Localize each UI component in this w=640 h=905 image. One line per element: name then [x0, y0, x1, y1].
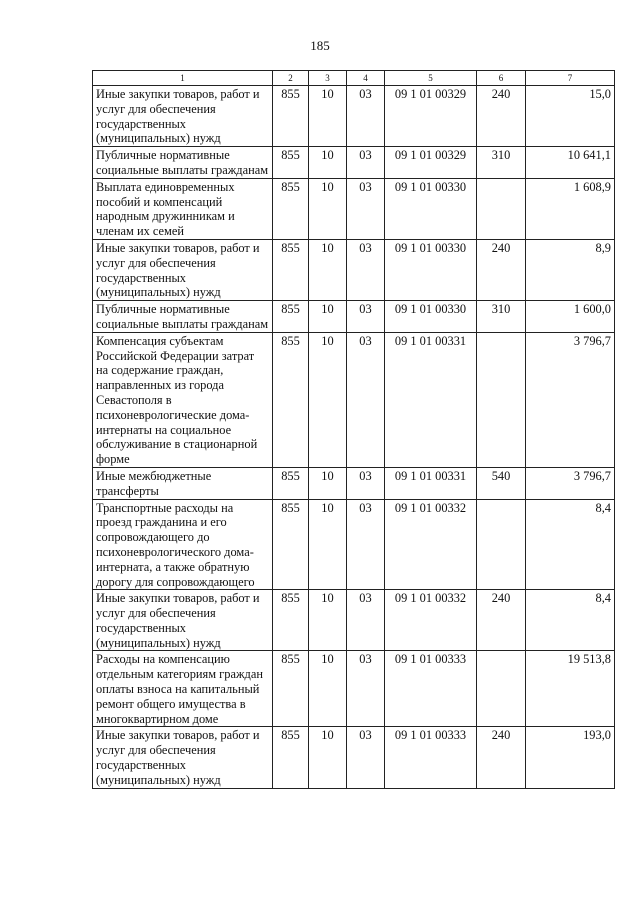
row-subsection: 03	[347, 727, 385, 788]
row-expense-type	[477, 499, 526, 590]
row-target-code: 09 1 01 00331	[385, 332, 477, 467]
row-name: Компенсация субъектам Российской Федерации затрат на содержание граждан, направленных из города Севастополя в психоневрологические дома-интернаты на социальное обслуживание в стационарной форме	[93, 332, 273, 467]
table-row	[93, 332, 615, 467]
header-col-1: 1	[93, 71, 273, 86]
row-expense-type	[477, 178, 526, 239]
budget-table	[92, 70, 615, 789]
row-dept-code: 855	[273, 467, 309, 499]
row-name: Публичные нормативные социальные выплаты гражданам	[93, 147, 273, 179]
table-row	[93, 301, 615, 333]
row-expense-type: 240	[477, 86, 526, 147]
header-col-3: 3	[309, 71, 347, 86]
row-target-code: 09 1 01 00332	[385, 590, 477, 651]
row-expense-type	[477, 332, 526, 467]
row-amount: 3 796,7	[526, 332, 615, 467]
row-dept-code: 855	[273, 727, 309, 788]
row-subsection: 03	[347, 86, 385, 147]
row-name: Иные закупки товаров, работ и услуг для обеспечения государственных (муниципальных) нужд	[93, 239, 273, 300]
row-name: Иные закупки товаров, работ и услуг для обеспечения государственных (муниципальных) нужд	[93, 727, 273, 788]
row-target-code: 09 1 01 00329	[385, 86, 477, 147]
row-subsection: 03	[347, 301, 385, 333]
row-expense-type: 310	[477, 147, 526, 179]
row-section: 10	[309, 147, 347, 179]
row-target-code: 09 1 01 00331	[385, 467, 477, 499]
table-row	[93, 499, 615, 590]
row-dept-code: 855	[273, 301, 309, 333]
row-dept-code: 855	[273, 239, 309, 300]
header-col-5: 5	[385, 71, 477, 86]
row-target-code: 09 1 01 00329	[385, 147, 477, 179]
table-row	[93, 178, 615, 239]
table-row	[93, 147, 615, 179]
table-row	[93, 86, 615, 147]
row-expense-type	[477, 651, 526, 727]
row-subsection: 03	[347, 239, 385, 300]
row-expense-type: 240	[477, 590, 526, 651]
row-section: 10	[309, 178, 347, 239]
table-row	[93, 239, 615, 300]
table-row	[93, 590, 615, 651]
row-subsection: 03	[347, 332, 385, 467]
row-section: 10	[309, 727, 347, 788]
row-name: Иные закупки товаров, работ и услуг для обеспечения государственных (муниципальных) нужд	[93, 590, 273, 651]
table-row	[93, 651, 615, 727]
row-expense-type: 540	[477, 467, 526, 499]
table-row	[93, 727, 615, 788]
row-dept-code: 855	[273, 147, 309, 179]
page-number: 185	[310, 38, 330, 53]
row-dept-code: 855	[273, 499, 309, 590]
row-section: 10	[309, 590, 347, 651]
row-target-code: 09 1 01 00333	[385, 727, 477, 788]
row-amount: 10 641,1	[526, 147, 615, 179]
table-row	[93, 467, 615, 499]
row-amount: 8,9	[526, 239, 615, 300]
row-name: Выплата единовременных пособий и компенсаций народным дружинникам и членам их семей	[93, 178, 273, 239]
row-expense-type: 310	[477, 301, 526, 333]
row-subsection: 03	[347, 467, 385, 499]
row-subsection: 03	[347, 651, 385, 727]
row-section: 10	[309, 332, 347, 467]
header-col-7: 7	[526, 71, 615, 86]
row-name: Расходы на компенсацию отдельным категориям граждан оплаты взноса на капитальный ремонт общего имущества в многоквартирном доме	[93, 651, 273, 727]
row-dept-code: 855	[273, 178, 309, 239]
row-section: 10	[309, 301, 347, 333]
row-subsection: 03	[347, 178, 385, 239]
table-body	[93, 86, 615, 789]
row-amount: 1 600,0	[526, 301, 615, 333]
row-section: 10	[309, 239, 347, 300]
row-dept-code: 855	[273, 590, 309, 651]
row-name: Публичные нормативные социальные выплаты гражданам	[93, 301, 273, 333]
row-name: Транспортные расходы на проезд гражданина и его сопровождающего до психоневрологического дома-интерната, а также обратную дорогу для сопровождающего	[93, 499, 273, 590]
row-expense-type: 240	[477, 239, 526, 300]
header-col-2: 2	[273, 71, 309, 86]
header-row	[93, 71, 615, 86]
row-target-code: 09 1 01 00330	[385, 301, 477, 333]
row-target-code: 09 1 01 00330	[385, 178, 477, 239]
row-target-code: 09 1 01 00333	[385, 651, 477, 727]
row-amount: 1 608,9	[526, 178, 615, 239]
row-amount: 8,4	[526, 590, 615, 651]
row-expense-type: 240	[477, 727, 526, 788]
row-name: Иные межбюджетные трансферты	[93, 467, 273, 499]
row-amount: 3 796,7	[526, 467, 615, 499]
row-subsection: 03	[347, 147, 385, 179]
row-section: 10	[309, 651, 347, 727]
row-name: Иные закупки товаров, работ и услуг для обеспечения государственных (муниципальных) нужд	[93, 86, 273, 147]
row-section: 10	[309, 499, 347, 590]
row-target-code: 09 1 01 00330	[385, 239, 477, 300]
row-amount: 15,0	[526, 86, 615, 147]
row-section: 10	[309, 467, 347, 499]
row-dept-code: 855	[273, 86, 309, 147]
row-subsection: 03	[347, 499, 385, 590]
row-subsection: 03	[347, 590, 385, 651]
header-col-6: 6	[477, 71, 526, 86]
row-dept-code: 855	[273, 651, 309, 727]
row-amount: 19 513,8	[526, 651, 615, 727]
row-amount: 8,4	[526, 499, 615, 590]
row-section: 10	[309, 86, 347, 147]
row-dept-code: 855	[273, 332, 309, 467]
row-target-code: 09 1 01 00332	[385, 499, 477, 590]
header-col-4: 4	[347, 71, 385, 86]
row-amount: 193,0	[526, 727, 615, 788]
